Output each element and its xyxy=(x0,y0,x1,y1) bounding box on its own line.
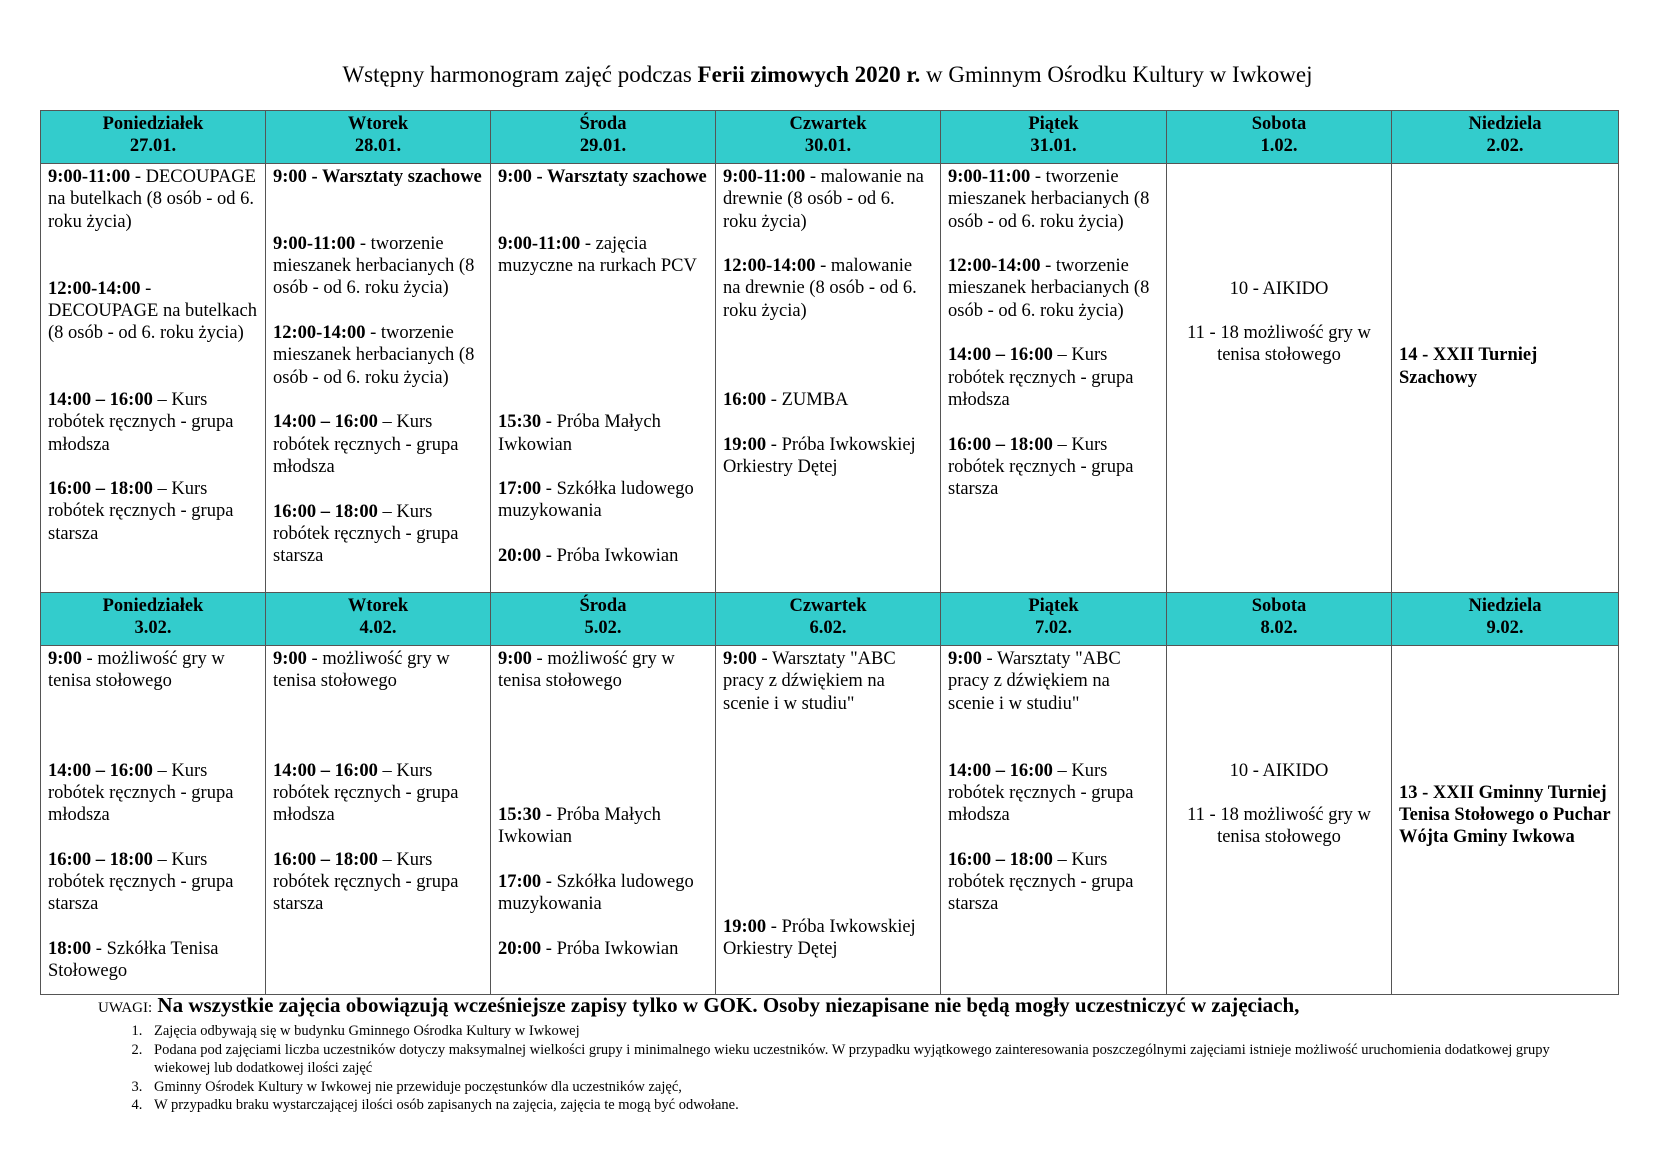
day-name: Wtorek xyxy=(347,596,409,616)
week-2-body-row xyxy=(41,646,1619,995)
activity-description: – Kurs robótek ręcznych - grupa starsza xyxy=(48,849,234,915)
day-name: Poniedziałek xyxy=(102,114,204,134)
activity-description: - Próba Iwkowskiej Orkiestry Dętej xyxy=(723,434,916,477)
day-activities-cell xyxy=(266,646,491,995)
activity-entry xyxy=(723,434,933,479)
activity-description: – Kurs robótek ręcznych - grupa młodsza xyxy=(273,760,459,826)
day-header xyxy=(941,111,1167,164)
activity-time: 19:00 xyxy=(723,916,767,937)
title-text: Wstępny harmonogram zajęć podczas xyxy=(342,62,698,87)
activity-description: - malowanie na drewnie (8 osób - od 6. roku życia) xyxy=(723,256,917,321)
day-date: 27.01. xyxy=(129,136,177,156)
day-date: 1.02. xyxy=(1260,136,1298,156)
activity-time: 16:00 – 18:00 xyxy=(948,434,1053,455)
day-activities-cell xyxy=(941,646,1167,995)
day-date: 3.02. xyxy=(134,618,172,638)
activity-time: 9:00-11:00 xyxy=(273,233,356,254)
activity-time: 16:00 – 18:00 xyxy=(48,849,153,870)
activity-entry xyxy=(48,849,258,916)
activity-entry xyxy=(723,916,933,961)
activity-description: - tworzenie mieszanek herbacianych (8 osób - od 6. roku życia) xyxy=(948,167,1150,232)
activity-time: 19:00 xyxy=(723,434,767,455)
activity-entry xyxy=(48,938,258,983)
activity-entry xyxy=(273,501,483,568)
activity-time: 9:00 xyxy=(48,649,82,669)
activity-time: 14:00 – 16:00 xyxy=(948,345,1053,366)
day-activities-cell xyxy=(1392,646,1619,995)
activity-entry xyxy=(1174,278,1384,300)
activity-description: - Szkółka ludowego muzykowania xyxy=(498,479,694,522)
activity-time: 15:30 xyxy=(498,805,542,826)
activity-time: 12:00-14:00 xyxy=(48,278,141,299)
activity-time: 9:00-11:00 xyxy=(948,167,1031,187)
activity-entry xyxy=(723,389,933,411)
activity-time: 16:00 – 18:00 xyxy=(948,849,1053,870)
activity-time: 16:00 – 18:00 xyxy=(273,501,378,522)
activity-entry xyxy=(48,166,258,233)
activity-entry xyxy=(498,648,708,693)
activity-description: - Próba Iwkowian xyxy=(541,546,679,567)
notes-main-text: Na wszystkie zajęcia obowiązują wcześniejsze zapisy tylko w GOK. Osoby niezapisane nie będą mogły uczestniczyć w zajęciach, xyxy=(152,993,1300,1017)
activity-time: 20:00 xyxy=(498,938,542,959)
day-header xyxy=(1392,111,1619,164)
activity-entry xyxy=(498,938,708,960)
activity-entry xyxy=(273,648,483,693)
day-date: 30.01. xyxy=(804,136,852,156)
activity-description: - ZUMBA xyxy=(766,390,849,410)
activity-time: 18:00 xyxy=(48,938,92,959)
day-date: 2.02. xyxy=(1486,136,1524,156)
day-date: 31.01. xyxy=(1030,136,1077,156)
activity-entry xyxy=(498,545,708,567)
activity-entry xyxy=(498,804,708,849)
activity-entry xyxy=(498,478,708,523)
activity-time: 9:00 - Warsztaty szachowe xyxy=(498,167,707,187)
day-date: 9.02. xyxy=(1486,618,1524,638)
activity-time: 9:00 xyxy=(273,649,307,669)
day-activities-cell xyxy=(266,164,491,593)
activity-time: 9:00-11:00 xyxy=(723,167,806,187)
activity-time: 14 - XXII Turniej Szachowy xyxy=(1399,345,1538,388)
day-name: Wtorek xyxy=(347,114,409,134)
day-name: Niedziela xyxy=(1468,596,1542,616)
activity-entry xyxy=(48,389,258,456)
activity-description: - DECOUPAGE na butelkach (8 osób - od 6. roku życia) xyxy=(48,278,257,344)
activity-entry xyxy=(1174,322,1384,367)
page-title xyxy=(0,62,1655,88)
activity-time: 16:00 xyxy=(723,390,767,410)
day-header xyxy=(266,111,491,164)
activity-description: - możliwość gry w tenisa stołowego xyxy=(498,649,675,692)
day-header xyxy=(1392,593,1619,646)
activity-entry xyxy=(273,849,483,916)
activity-description: - malowanie na drewnie (8 osób - od 6. roku życia) xyxy=(723,167,924,232)
day-name: Czwartek xyxy=(789,114,867,134)
day-activities-cell xyxy=(41,164,266,593)
week-1-header-row xyxy=(41,111,1619,164)
day-name: Piątek xyxy=(1028,114,1079,134)
week-1-body-row xyxy=(41,164,1619,593)
activity-entry xyxy=(498,233,708,278)
activity-entry xyxy=(948,760,1159,827)
activity-entry xyxy=(273,322,483,389)
activity-description: 10 - AIKIDO xyxy=(1229,760,1329,781)
notes-label: UWAGI: xyxy=(98,1000,153,1016)
activity-entry xyxy=(948,849,1159,916)
activity-entry xyxy=(48,478,258,545)
activity-description: - możliwość gry w tenisa stołowego xyxy=(48,649,225,692)
activity-description: - zajęcia muzyczne na rurkach PCV xyxy=(498,233,697,277)
activity-entry xyxy=(273,233,483,300)
activity-entry xyxy=(948,344,1159,411)
week-2-header-row xyxy=(41,593,1619,646)
activity-time: 14:00 – 16:00 xyxy=(948,760,1053,781)
activity-description: - DECOUPAGE na butelkach (8 osób - od 6. roku życia) xyxy=(48,167,256,232)
activity-description: – Kurs robótek ręcznych - grupa młodsza xyxy=(273,412,459,477)
day-name: Niedziela xyxy=(1468,114,1542,134)
day-header xyxy=(941,593,1167,646)
activity-description: – Kurs robótek ręcznych - grupa młodsza xyxy=(948,345,1134,410)
day-activities-cell xyxy=(491,646,716,995)
activity-entry xyxy=(498,871,708,916)
activity-description: - tworzenie mieszanek herbacianych (8 osób - od 6. roku życia) xyxy=(273,233,475,299)
day-activities-cell xyxy=(1167,164,1392,593)
activity-time: 14:00 – 16:00 xyxy=(273,760,378,781)
activity-time: 9:00-11:00 xyxy=(48,167,131,187)
activity-entry xyxy=(948,255,1159,322)
activity-description: - możliwość gry w tenisa stołowego xyxy=(273,649,450,692)
day-name: Poniedziałek xyxy=(102,596,204,616)
day-activities-cell xyxy=(41,646,266,995)
notes-main xyxy=(98,993,1578,1018)
activity-description: - Próba Iwkowian xyxy=(541,938,679,959)
activity-time: 17:00 xyxy=(498,872,542,892)
day-activities-cell xyxy=(1167,646,1392,995)
day-name: Środa xyxy=(579,114,627,134)
activity-description: - Próba Małych Iwkowian xyxy=(498,412,661,455)
note-item: 2. Podana pod zajęciami liczba uczestników dotyczy maksymalnej wielkości grupy i minimalnego wieku uczestników. W przypadku wyjątkowego zainteresowania poszczególnymi zajęciami istnieje możliwość uruchomienia dodatkowej grupy wiekowej lub dodatkowej ilości zajęć xyxy=(146,1041,1578,1078)
activity-time: 16:00 – 18:00 xyxy=(273,849,378,870)
activity-entry xyxy=(273,760,483,827)
activity-description: - Warsztaty "ABC pracy z dźwiękiem na scenie i w studiu" xyxy=(948,649,1121,714)
activity-entry xyxy=(948,166,1159,233)
activity-description: - Szkółka ludowego muzykowania xyxy=(498,872,694,915)
activity-entry xyxy=(498,411,708,456)
schedule-table xyxy=(40,110,1619,995)
activity-time: 16:00 – 18:00 xyxy=(48,479,153,500)
activity-time: 13 - XXII Gminny Turniej Tenisa Stołowego o Puchar Wójta Gminy Iwkowa xyxy=(1399,782,1611,848)
activity-time: 9:00-11:00 xyxy=(498,233,581,254)
day-date: 8.02. xyxy=(1260,618,1298,638)
activity-description: - tworzenie mieszanek herbacianych (8 osób - od 6. roku życia) xyxy=(948,256,1150,321)
day-date: 29.01. xyxy=(579,136,627,156)
day-header xyxy=(491,593,716,646)
day-activities-cell xyxy=(491,164,716,593)
day-activities-cell xyxy=(716,646,941,995)
day-header xyxy=(266,593,491,646)
activity-description: – Kurs robótek ręcznych - grupa starsza xyxy=(48,479,234,544)
activity-entry xyxy=(273,166,483,188)
activity-description: 11 - 18 możliwość gry w tenisa stołowego xyxy=(1187,323,1371,366)
activity-entry xyxy=(1174,804,1384,849)
activity-entry xyxy=(723,648,933,715)
activity-time: 14:00 – 16:00 xyxy=(48,760,153,781)
day-header xyxy=(491,111,716,164)
day-name: Sobota xyxy=(1251,114,1307,134)
activity-description: – Kurs robótek ręcznych - grupa starsza xyxy=(948,434,1134,500)
activity-time: 14:00 – 16:00 xyxy=(48,390,153,410)
activity-entry xyxy=(723,166,933,233)
activity-entry xyxy=(948,434,1159,501)
activity-time: 20:00 xyxy=(498,546,542,567)
activity-description: – Kurs robótek ręcznych - grupa młodsza xyxy=(48,390,234,455)
activity-description: – Kurs robótek ręcznych - grupa młodsza xyxy=(948,760,1134,826)
activity-entry xyxy=(48,760,258,827)
day-date: 6.02. xyxy=(809,618,847,638)
note-item: 3. Gminny Ośrodek Kultury w Iwkowej nie przewiduje poczęstunków dla uczestników zajęć, xyxy=(146,1078,1578,1097)
day-header xyxy=(1167,111,1392,164)
activity-description: - Próba Iwkowskiej Orkiestry Dętej xyxy=(723,916,916,959)
activity-description: - tworzenie mieszanek herbacianych (8 osób - od 6. roku życia) xyxy=(273,323,475,388)
activity-time: 9:00 xyxy=(948,649,982,669)
day-header xyxy=(41,593,266,646)
activity-time: 14:00 – 16:00 xyxy=(273,412,378,433)
day-activities-cell xyxy=(941,164,1167,593)
day-name: Piątek xyxy=(1028,596,1079,616)
activity-description: - Próba Małych Iwkowian xyxy=(498,805,661,848)
activity-time: 12:00-14:00 xyxy=(273,323,366,344)
activity-time: 9:00 - Warsztaty szachowe xyxy=(273,167,482,187)
day-header xyxy=(1167,593,1392,646)
activity-description: – Kurs robótek ręcznych - grupa starsza xyxy=(273,849,459,915)
activity-entry xyxy=(723,255,933,322)
activity-entry xyxy=(1174,760,1384,782)
day-header xyxy=(41,111,266,164)
day-header xyxy=(716,593,941,646)
day-date: 7.02. xyxy=(1035,618,1072,638)
activity-entry xyxy=(1399,782,1611,849)
activity-entry xyxy=(1399,344,1611,389)
day-name: Czwartek xyxy=(789,596,867,616)
activity-description: 11 - 18 możliwość gry w tenisa stołowego xyxy=(1187,805,1371,848)
day-date: 5.02. xyxy=(584,618,622,638)
activity-entry xyxy=(948,648,1159,715)
activity-description: – Kurs robótek ręcznych - grupa starsza xyxy=(273,501,459,567)
activity-time: 15:30 xyxy=(498,412,542,433)
day-activities-cell xyxy=(1392,164,1619,593)
activity-time: 12:00-14:00 xyxy=(948,256,1041,277)
activity-entry xyxy=(498,166,708,188)
day-name: Sobota xyxy=(1251,596,1307,616)
activity-description: – Kurs robótek ręcznych - grupa młodsza xyxy=(48,760,234,826)
day-date: 4.02. xyxy=(359,618,397,638)
activity-time: 9:00 xyxy=(498,649,532,669)
notes-section xyxy=(98,993,1578,1115)
activity-time: 9:00 xyxy=(723,649,757,669)
day-date: 28.01. xyxy=(354,136,402,156)
day-name: Środa xyxy=(579,596,627,616)
activity-entry xyxy=(48,648,258,693)
note-item: 1. Zajęcia odbywają się w budynku Gminnego Ośrodka Kultury w Iwkowej xyxy=(146,1022,1578,1041)
title-text-end: w Gminnym Ośrodku Kultury w Iwkowej xyxy=(920,62,1313,87)
activity-description: – Kurs robótek ręcznych - grupa starsza xyxy=(948,849,1134,915)
activity-description: - Warsztaty "ABC pracy z dźwiękiem na scenie i w studiu" xyxy=(723,649,896,714)
activity-description: 10 - AIKIDO xyxy=(1229,278,1329,299)
day-header xyxy=(716,111,941,164)
activity-entry xyxy=(273,411,483,478)
activity-entry xyxy=(48,278,258,345)
notes-list xyxy=(98,1022,1578,1115)
activity-description: - Szkółka Tenisa Stołowego xyxy=(48,938,219,982)
title-bold: Ferii zimowych 2020 r. xyxy=(697,62,921,87)
activity-time: 12:00-14:00 xyxy=(723,256,816,277)
day-activities-cell xyxy=(716,164,941,593)
activity-time: 17:00 xyxy=(498,479,542,500)
note-item: 4. W przypadku braku wystarczającej ilości osób zapisanych na zajęcia, zajęcia te mogą być odwołane. xyxy=(146,1096,1578,1115)
